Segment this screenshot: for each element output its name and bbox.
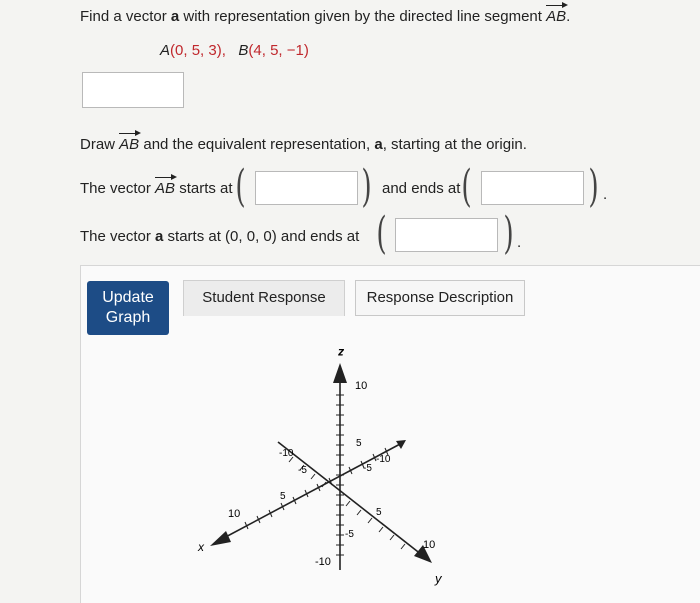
tab-response-description[interactable]: Response Description — [355, 280, 525, 316]
z-tick-neg10: -10 — [315, 556, 331, 568]
point-b-coords: (4, 5, −1) — [248, 42, 309, 59]
paren-close-a: ) — [503, 208, 514, 259]
instructions-prefix: Draw — [80, 136, 120, 153]
question-middle: with representation given by the directed line segment — [179, 8, 547, 25]
x-tick-neg5: -5 — [363, 463, 372, 474]
point-a-coords: (0, 5, 3), — [170, 42, 226, 59]
vector-a-bold: a — [170, 8, 180, 25]
vector-a-rest: starts at (0, 0, 0) and ends at — [163, 228, 360, 245]
instructions-text — [80, 136, 527, 153]
x-tick-5: 5 — [280, 491, 286, 502]
update-graph-line1: Update — [102, 289, 154, 306]
vector-ab-starts: starts at — [175, 180, 233, 197]
vector-ab-prefix: The vector — [80, 180, 156, 197]
paren-open-a: ( — [376, 208, 387, 259]
y-tick-5: 5 — [376, 507, 382, 518]
z-tick-10: 10 — [355, 380, 368, 392]
tick-marks — [245, 395, 405, 555]
update-graph-line2: Graph — [105, 309, 151, 326]
vector-ab-period: . — [603, 186, 608, 203]
vector-ab-start-label — [80, 180, 233, 197]
y-axis-label: y — [435, 571, 442, 586]
y-tick-neg5: -5 — [298, 465, 307, 476]
update-graph-button[interactable] — [87, 281, 169, 335]
vector-ab-start-input[interactable] — [255, 171, 358, 205]
axes-lines — [220, 380, 422, 570]
vector-a-answer-input[interactable] — [82, 72, 184, 108]
x-axis-label: x — [198, 540, 204, 554]
point-a-name: A — [160, 42, 171, 59]
paren-close-end: ) — [588, 161, 599, 212]
vector-a-period: . — [517, 234, 522, 251]
paren-open-end: ( — [461, 161, 472, 212]
question-prefix: Find a vector — [80, 8, 171, 25]
instructions-segment-ab: AB — [119, 136, 140, 153]
point-b-name: B — [238, 42, 249, 59]
paren-open-start: ( — [235, 161, 246, 212]
question-suffix: . — [566, 8, 571, 25]
x-tick-10: 10 — [228, 508, 241, 520]
z-tick-5: 5 — [356, 438, 362, 449]
paren-close-start: ) — [361, 161, 372, 212]
y-tick-10: 10 — [423, 539, 436, 551]
z-axis-arrow-icon — [333, 363, 347, 383]
segment-ab: AB — [546, 8, 567, 25]
instructions-bold-a: a — [374, 136, 383, 153]
x-tick-neg10: -10 — [376, 454, 391, 465]
vector-a-end-input[interactable] — [395, 218, 498, 252]
x-axis-arrow-icon — [210, 531, 231, 546]
vector-ab-ends-label: and ends at — [382, 180, 461, 197]
3d-axes-graph[interactable] — [190, 335, 490, 600]
question-text — [80, 8, 570, 25]
vector-a-row-bold: a — [155, 228, 164, 245]
vector-ab-end-input[interactable] — [481, 171, 584, 205]
instructions-suffix: , starting at the origin. — [382, 136, 527, 153]
tab-student-response[interactable]: Student Response — [183, 280, 345, 316]
z-tick-neg5: -5 — [345, 529, 354, 540]
vector-a-prefix: The vector — [80, 228, 156, 245]
vector-ab-segment: AB — [155, 180, 176, 197]
z-axis-label: z — [338, 346, 344, 360]
instructions-middle: and the equivalent representation, — [139, 136, 375, 153]
vector-a-row-label — [80, 228, 359, 245]
y-tick-neg10: -10 — [279, 448, 294, 459]
given-points — [160, 42, 309, 59]
